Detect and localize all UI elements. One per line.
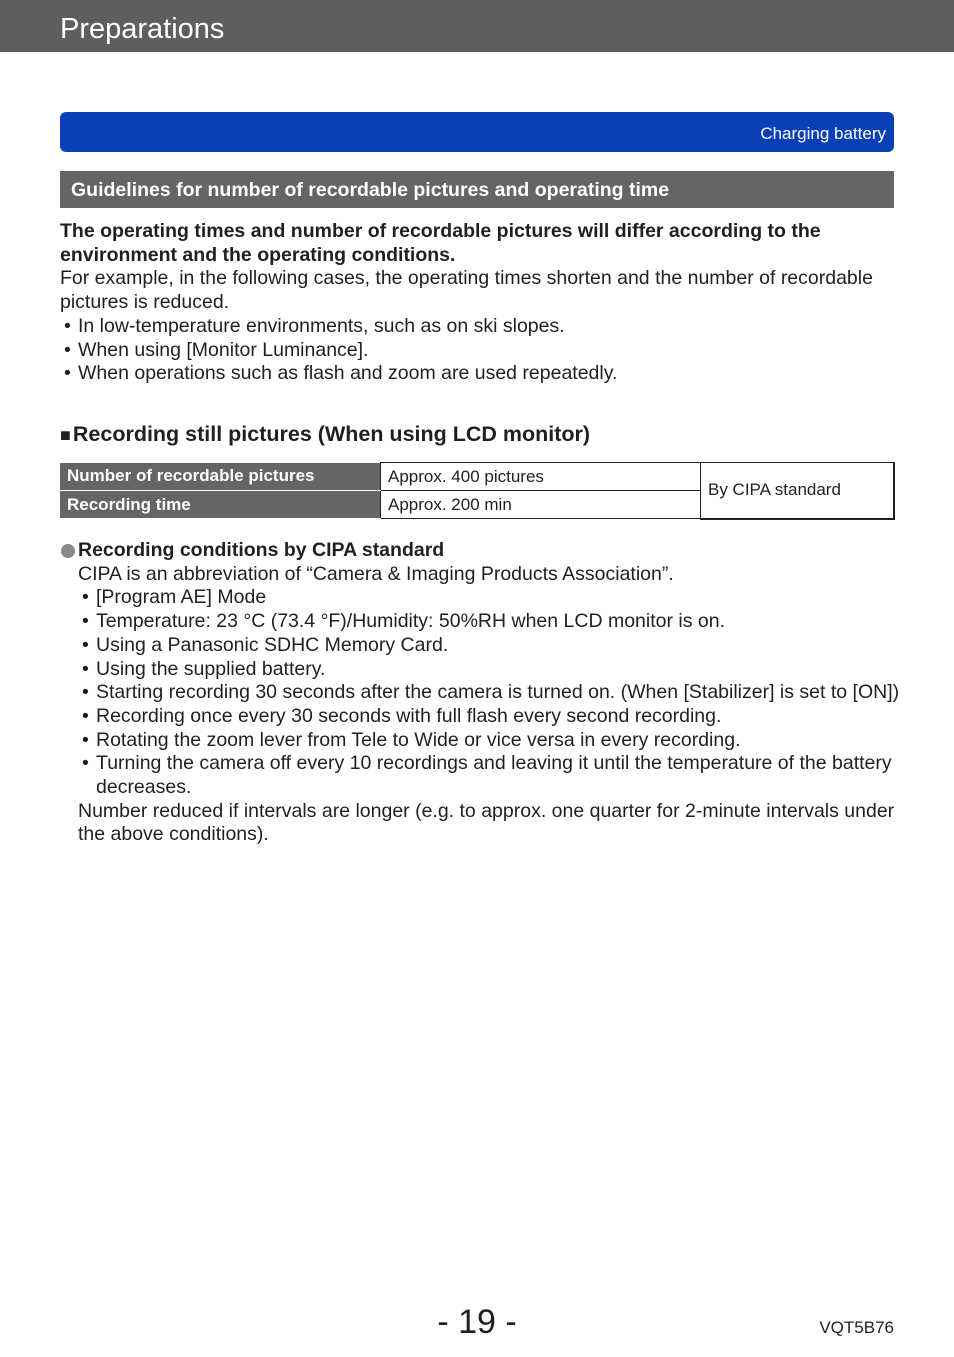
list-item-text: Rotating the zoom lever from Tele to Wide or vice versa in every recording. [96,728,741,751]
table-row-label: Recording time [60,491,381,519]
intro-bullet-list [60,315,900,386]
list-item-text: Using a Panasonic SDHC Memory Card. [96,633,449,656]
intro-block [60,220,900,386]
table-row-value: Approx. 400 pictures [381,463,701,491]
section-header [60,171,894,208]
conditions-block [60,539,900,847]
list-item-text: Recording once every 30 seconds with full flash every second recording. [96,704,722,727]
list-item-text: Using the supplied battery. [96,657,326,680]
conditions-intro: CIPA is an abbreviation of “Camera & Imaging Products Association”. [78,562,674,585]
page-number: - 19 - [437,1303,517,1341]
list-item [78,610,900,634]
intro-bold-text: The operating times and number of recordable pictures will differ according to the environment and the operating conditions. [60,220,821,266]
table-row-label: Number of recordable pictures [60,463,381,491]
list-item-text: In low-temperature environments, such as on ski slopes. [78,314,565,337]
section-title: Guidelines for number of recordable pictures and operating time [71,179,670,201]
subsection-heading [60,421,590,448]
list-item-text: When operations such as flash and zoom are used repeatedly. [78,362,618,385]
subsection-title: Recording still pictures (When using LCD monitor) [72,422,591,446]
conditions-body [60,563,900,847]
list-item-text: Turning the camera off every 10 recordings and leaving it until the temperature of the battery decreases. [96,752,892,799]
list-item [60,315,900,339]
list-item [78,752,900,799]
bullet-icon: • [64,362,71,385]
list-item [78,705,900,729]
table-row-value: Approx. 200 min [381,491,701,519]
bullet-icon: • [82,633,89,656]
bullet-icon: • [82,586,89,609]
table-standard: By CIPA standard [701,463,895,519]
conditions-note: Number reduced if intervals are longer (e.g. to approx. one quarter for 2-minute intervals under the above conditions). [78,799,895,846]
list-item [60,339,900,363]
list-item-text: [Program AE] Mode [96,586,267,609]
list-item [78,586,900,610]
bullet-icon: • [82,681,89,704]
circle-bullet-icon [61,544,75,558]
table-row [60,463,894,491]
bullet-icon: • [82,657,89,680]
intro-text: For example, in the following cases, the operating times shorten and the number of recordable pictures is reduced. [60,267,873,314]
list-item-text: When using [Monitor Luminance]. [78,338,369,361]
bullet-icon: • [82,610,89,633]
list-item [78,634,900,658]
conditions-title: Recording conditions by CIPA standard [78,539,445,561]
page-title: Preparations [60,13,225,45]
conditions-bullet-list [78,586,900,799]
list-item [78,729,900,753]
chapter-tab[interactable] [60,112,894,152]
list-item [78,658,900,682]
conditions-heading [60,539,900,563]
square-icon: ■ [60,425,71,445]
list-item [78,681,900,705]
bullet-icon: • [64,314,71,337]
document-code: VQT5B76 [819,1318,894,1337]
list-item-text: Temperature: 23 °C (73.4 °F)/Humidity: 50%RH when LCD monitor is on. [96,610,725,633]
bullet-icon: • [64,338,71,361]
bullet-icon: • [82,704,89,727]
bullet-icon: • [82,728,89,751]
battery-spec-table [60,462,895,520]
list-item-text: Starting recording 30 seconds after the camera is turned on. (When [Stabilizer] is set to [ON]) [96,681,900,704]
chapter-tab-label: Charging battery [760,124,886,143]
header-bar [0,0,954,52]
list-item [60,362,900,386]
bullet-icon: • [82,752,89,775]
